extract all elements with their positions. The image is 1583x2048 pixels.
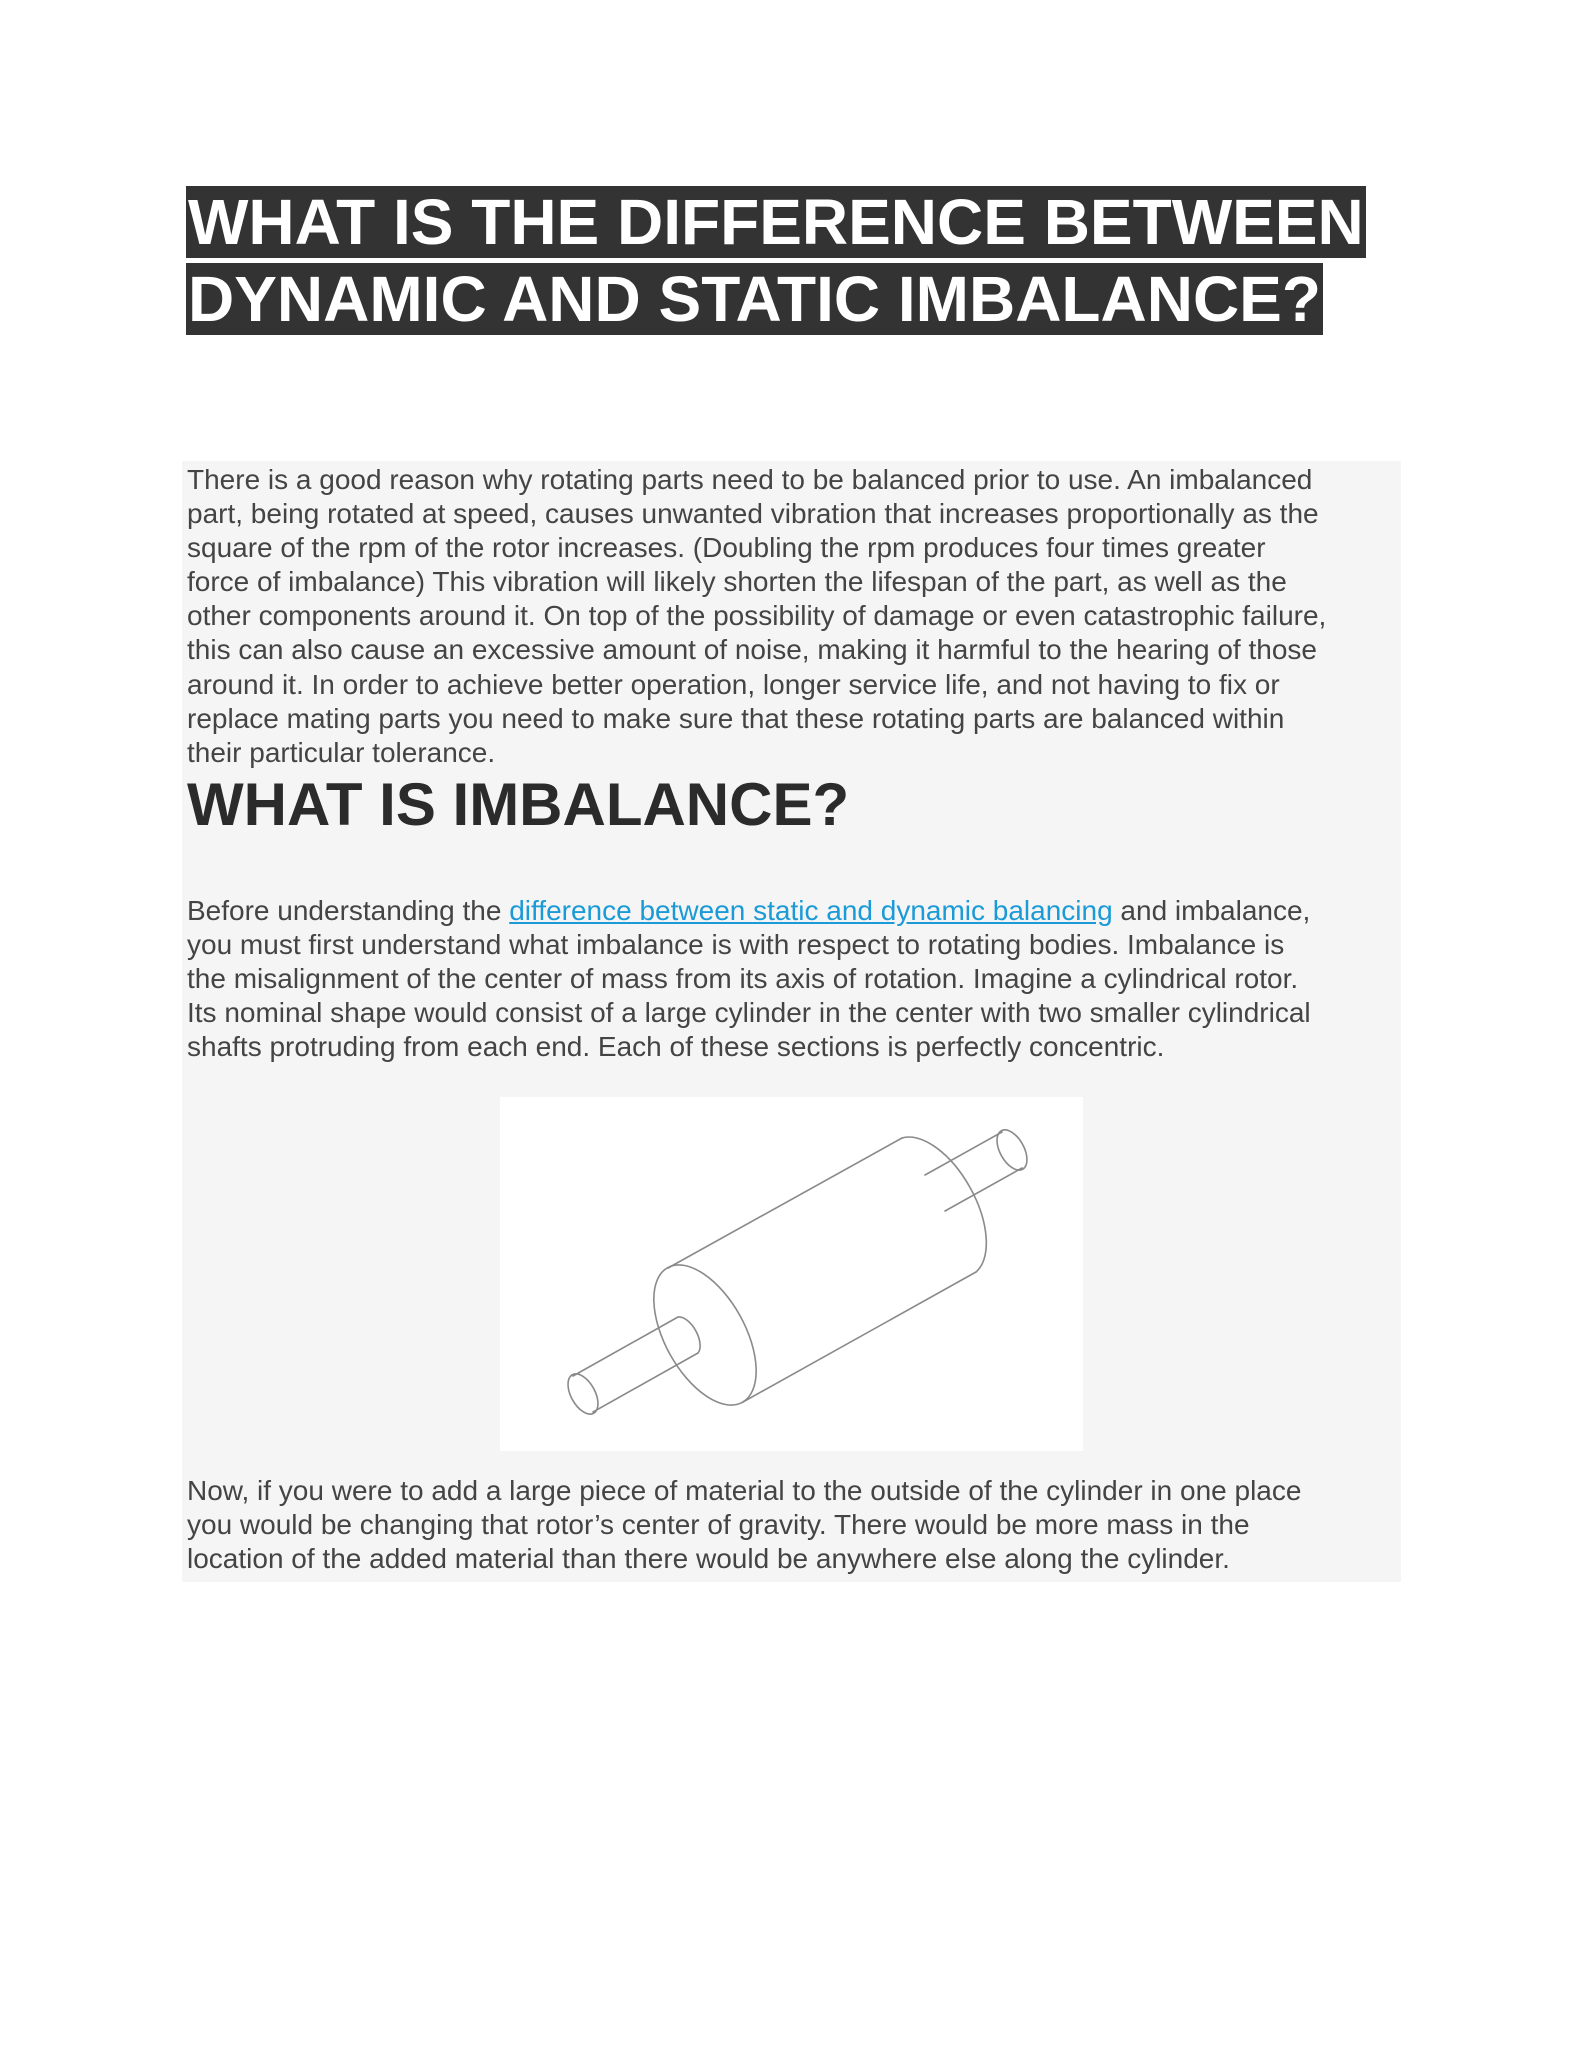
intro-line: force of imbalance) This vibration will likely shorten the lifespan of the part, as well as the	[187, 566, 1287, 598]
cylinder-bottom-edge	[743, 1272, 976, 1402]
left-shaft-end	[562, 1369, 604, 1419]
right-shaft-end	[991, 1125, 1033, 1175]
imbalance-line: you must first understand what imbalance is with respect to rotating bodies. Imbalance is	[187, 929, 1285, 961]
balancing-difference-link[interactable]: difference between static and dynamic balancing	[509, 895, 1113, 926]
imbalance-paragraph	[187, 894, 1392, 1064]
article-content	[182, 461, 1401, 1582]
center-of-gravity-line: Now, if you were to add a large piece of material to the outside of the cylinder in one place	[187, 1475, 1302, 1506]
cylinder-right-end	[902, 1137, 986, 1272]
right-shaft-edge	[945, 1168, 1022, 1211]
intro-paragraph	[187, 463, 1392, 770]
intro-line: this can also cause an excessive amount of noise, making it harmful to the hearing of those	[187, 634, 1317, 666]
page-title	[186, 184, 1386, 338]
imbalance-line-end: and imbalance,	[1112, 895, 1311, 926]
page-title-line-2: DYNAMIC AND STATIC IMBALANCE?	[188, 263, 1321, 335]
imbalance-line: Its nominal shape would consist of a large cylinder in the center with two smaller cylindrical	[187, 997, 1311, 1029]
section-heading-what-is-imbalance: WHAT IS IMBALANCE?	[187, 771, 850, 838]
page-title-line-1: WHAT IS THE DIFFERENCE BETWEEN	[188, 186, 1364, 258]
left-shaft-edge	[573, 1317, 678, 1376]
center-of-gravity-line: you would be changing that rotor’s center of gravity. There would be more mass in the	[187, 1509, 1250, 1541]
intro-line: their particular tolerance.	[187, 736, 496, 768]
intro-line: There is a good reason why rotating parts need to be balanced prior to use. An imbalanced	[187, 464, 1313, 495]
cylinder-top-edge	[668, 1138, 902, 1268]
imbalance-line: the misalignment of the center of mass from its axis of rotation. Imagine a cylindrical rotor.	[187, 963, 1299, 995]
center-of-gravity-line: location of the added material than there would be anywhere else along the cylinder.	[187, 1543, 1230, 1575]
imbalance-line	[187, 894, 1392, 928]
intro-line: replace mating parts you need to make sure that these rotating parts are balanced within	[187, 702, 1285, 734]
imbalance-line-start: Before understanding the	[187, 895, 510, 926]
center-of-gravity-paragraph	[187, 1474, 1392, 1576]
rotor-illustration	[500, 1097, 1083, 1451]
intro-line: part, being rotated at speed, causes unwanted vibration that increases proportionally as the	[187, 498, 1319, 530]
imbalance-line: shafts protruding from each end. Each of these sections is perfectly concentric.	[187, 1031, 1165, 1063]
intro-line: other components around it. On top of the possibility of damage or even catastrophic failure,	[187, 600, 1327, 632]
intro-line: around it. In order to achieve better operation, longer service life, and not having to fix or	[187, 668, 1280, 700]
right-shaft-edge	[925, 1132, 1002, 1175]
intro-line: square of the rpm of the rotor increases. (Doubling the rpm produces four times greater	[187, 532, 1266, 564]
left-shaft-edge	[593, 1353, 698, 1412]
cylindrical-rotor-drawing	[500, 1097, 1083, 1451]
left-shaft-base	[678, 1317, 700, 1353]
